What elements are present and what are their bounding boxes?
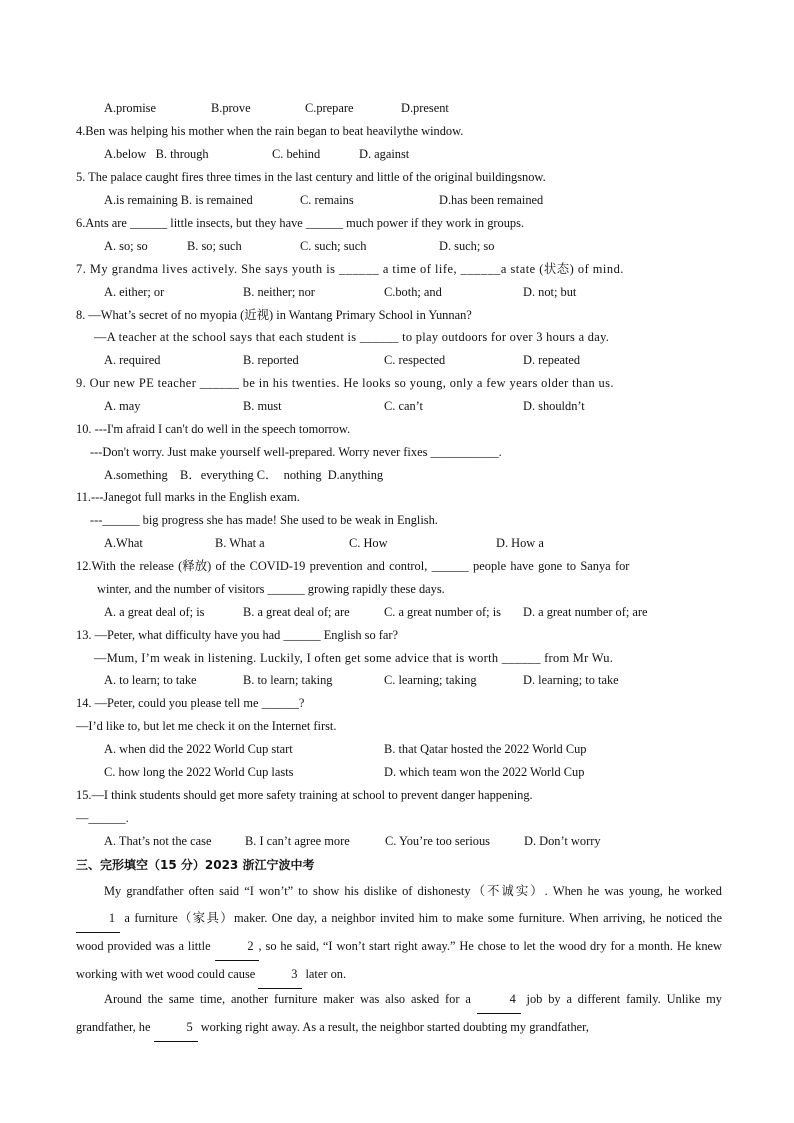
q5-option-ab: A.is remaining B. is remained: [104, 193, 253, 207]
q8-stem: 8. —What’s secret of no myopia (近视) in Wantang Primary School in Yunnan?: [76, 308, 472, 322]
q7-option-c: C.both; and: [384, 285, 442, 299]
q4-option-d: D. against: [359, 147, 410, 161]
q13-option-c: C. learning; taking: [384, 673, 477, 687]
q5-stem: 5. The palace caught fires three times in the last century and little of the original buildingsnow.: [76, 170, 546, 184]
q5-option-d: D.has been remained: [439, 193, 544, 207]
q8-option-c: C. respected: [384, 353, 446, 367]
q4-stem: 4.Ben was helping his mother when the rain began to beat heavilythe window.: [76, 124, 464, 138]
q13-stem: 13. —Peter, what difficulty have you had ______ English so far?: [76, 628, 399, 642]
q7-option-d: D. not; but: [523, 285, 577, 299]
q8-option-a: A. required: [104, 353, 161, 367]
section-title: 三、完形填空（15 分）2023 浙江宁波中考: [76, 858, 315, 872]
q7-option-b: B. neither; nor: [243, 285, 315, 299]
q6-option-b: B. so; such: [187, 239, 242, 253]
passage-text: working right away. As a result, the neighbor started doubting my grandfather,: [197, 1020, 589, 1034]
q15-option-a: A. That’s not the case: [104, 834, 212, 848]
q15-option-b: B. I can’t agree more: [245, 834, 350, 848]
passage-paragraph-1: [76, 878, 722, 989]
q13-option-b: B. to learn; taking: [243, 673, 333, 687]
q6-option-c: C. such; such: [300, 239, 367, 253]
q5-option-c: C. remains: [300, 193, 354, 207]
q7-option-a: A. either; or: [104, 285, 165, 299]
q12-stem: 12.With the release (释放) of the COVID-19 prevention and control, ______ people have gone to Sanya for: [76, 559, 630, 573]
q15-stem-reply: —______.: [76, 811, 129, 825]
q15-stem: 15.—I think students should get more safety training at school to prevent danger happening.: [76, 788, 533, 802]
q11-option-a: A.What: [104, 536, 143, 550]
q14-stem-reply: —I’d like to, but let me check it on the Internet first.: [76, 719, 337, 733]
q13-option-a: A. to learn; to take: [104, 673, 197, 687]
passage-text: Around the same time, another furniture maker was also asked for a: [104, 992, 477, 1006]
q12-option-b: B. a great deal of; are: [243, 605, 350, 619]
q3-option-c: C.prepare: [305, 101, 354, 115]
passage-text: job by a different family. Unlike my grandfather, he: [76, 992, 722, 1034]
passage-paragraph-2: [76, 986, 722, 1042]
q12-option-c: C. a great number of; is: [384, 605, 501, 619]
q14-option-d: D. which team won the 2022 World Cup: [384, 765, 585, 779]
blank-2[interactable]: 2: [215, 933, 259, 961]
q14-option-b: B. that Qatar hosted the 2022 World Cup: [384, 742, 587, 756]
q9-stem: 9. Our new PE teacher ______ be in his twenties. He looks so young, only a few years older than us.: [76, 376, 614, 390]
q13-option-d: D. learning; to take: [523, 673, 619, 687]
passage-text: , so he said, “I won’t start right away.” He chose to let the wood dry for a month. He knew working with wet wood could cause: [76, 939, 722, 981]
q3-option-a: A.promise: [104, 101, 156, 115]
q14-stem: 14. —Peter, could you please tell me ______?: [76, 696, 305, 710]
q12-option-a: A. a great deal of; is: [104, 605, 205, 619]
q11-option-b: B. What a: [215, 536, 265, 550]
passage-text: My grandfather often said “I won’t” to show his dislike of dishonesty（不诚实）. When he was young, he worked: [104, 884, 722, 898]
blank-3[interactable]: 3: [258, 961, 302, 989]
q8-option-b: B. reported: [243, 353, 299, 367]
q6-option-d: D. such; so: [439, 239, 495, 253]
q3-option-d: D.present: [401, 101, 449, 115]
q10-options: A.something B．everything C． nothing D.anything: [104, 468, 384, 482]
blank-4[interactable]: 4: [477, 986, 521, 1014]
q11-option-d: D. How a: [496, 536, 544, 550]
q9-option-b: B. must: [243, 399, 282, 413]
q6-option-a: A. so; so: [104, 239, 148, 253]
q15-option-d: D. Don’t worry: [524, 834, 601, 848]
q4-option-ab: A.below B. through: [104, 147, 209, 161]
q14-option-c: C. how long the 2022 World Cup lasts: [104, 765, 294, 779]
passage-text: a furniture（家具）maker. One day, a neighbor invited him to make some furniture. When arriving, he noticed the wood provided was a little: [76, 911, 722, 953]
q11-stem: 11.---Janegot full marks in the English exam.: [76, 490, 300, 504]
q9-option-d: D. shouldn’t: [523, 399, 585, 413]
q8-stem-reply: —A teacher at the school says that each student is ______ to play outdoors for over 3 hours a day.: [94, 330, 610, 344]
q15-option-c: C. You’re too serious: [385, 834, 490, 848]
q11-stem-reply: ---______ big progress she has made! She used to be weak in English.: [90, 513, 438, 527]
q9-option-a: A. may: [104, 399, 141, 413]
q10-stem: 10. ---I'm afraid I can't do well in the speech tomorrow.: [76, 422, 351, 436]
q4-option-c: C. behind: [272, 147, 321, 161]
q3-option-b: B.prove: [211, 101, 251, 115]
q8-option-d: D. repeated: [523, 353, 581, 367]
blank-1[interactable]: 1: [76, 905, 120, 933]
q6-stem: 6.Ants are ______ little insects, but they have ______ much power if they work in groups.: [76, 216, 525, 230]
q12-option-d: D. a great number of; are: [523, 605, 648, 619]
passage-text: later on.: [302, 967, 347, 981]
q7-stem: 7. My grandma lives actively. She says youth is ______ a time of life, ______a state (状态) of mind.: [76, 262, 624, 276]
q11-option-c: C. How: [349, 536, 388, 550]
q10-stem-reply: ---Don't worry. Just make yourself well-prepared. Worry never fixes ___________.: [90, 445, 502, 459]
blank-5[interactable]: 5: [154, 1014, 198, 1042]
q9-option-c: C. can’t: [384, 399, 423, 413]
q14-option-a: A. when did the 2022 World Cup start: [104, 742, 293, 756]
q12-stem-cont: winter, and the number of visitors ______ growing rapidly these days.: [97, 582, 445, 596]
q13-stem-reply: —Mum, I’m weak in listening. Luckily, I often get some advice that is worth ______ from Mr Wu.: [94, 651, 614, 665]
